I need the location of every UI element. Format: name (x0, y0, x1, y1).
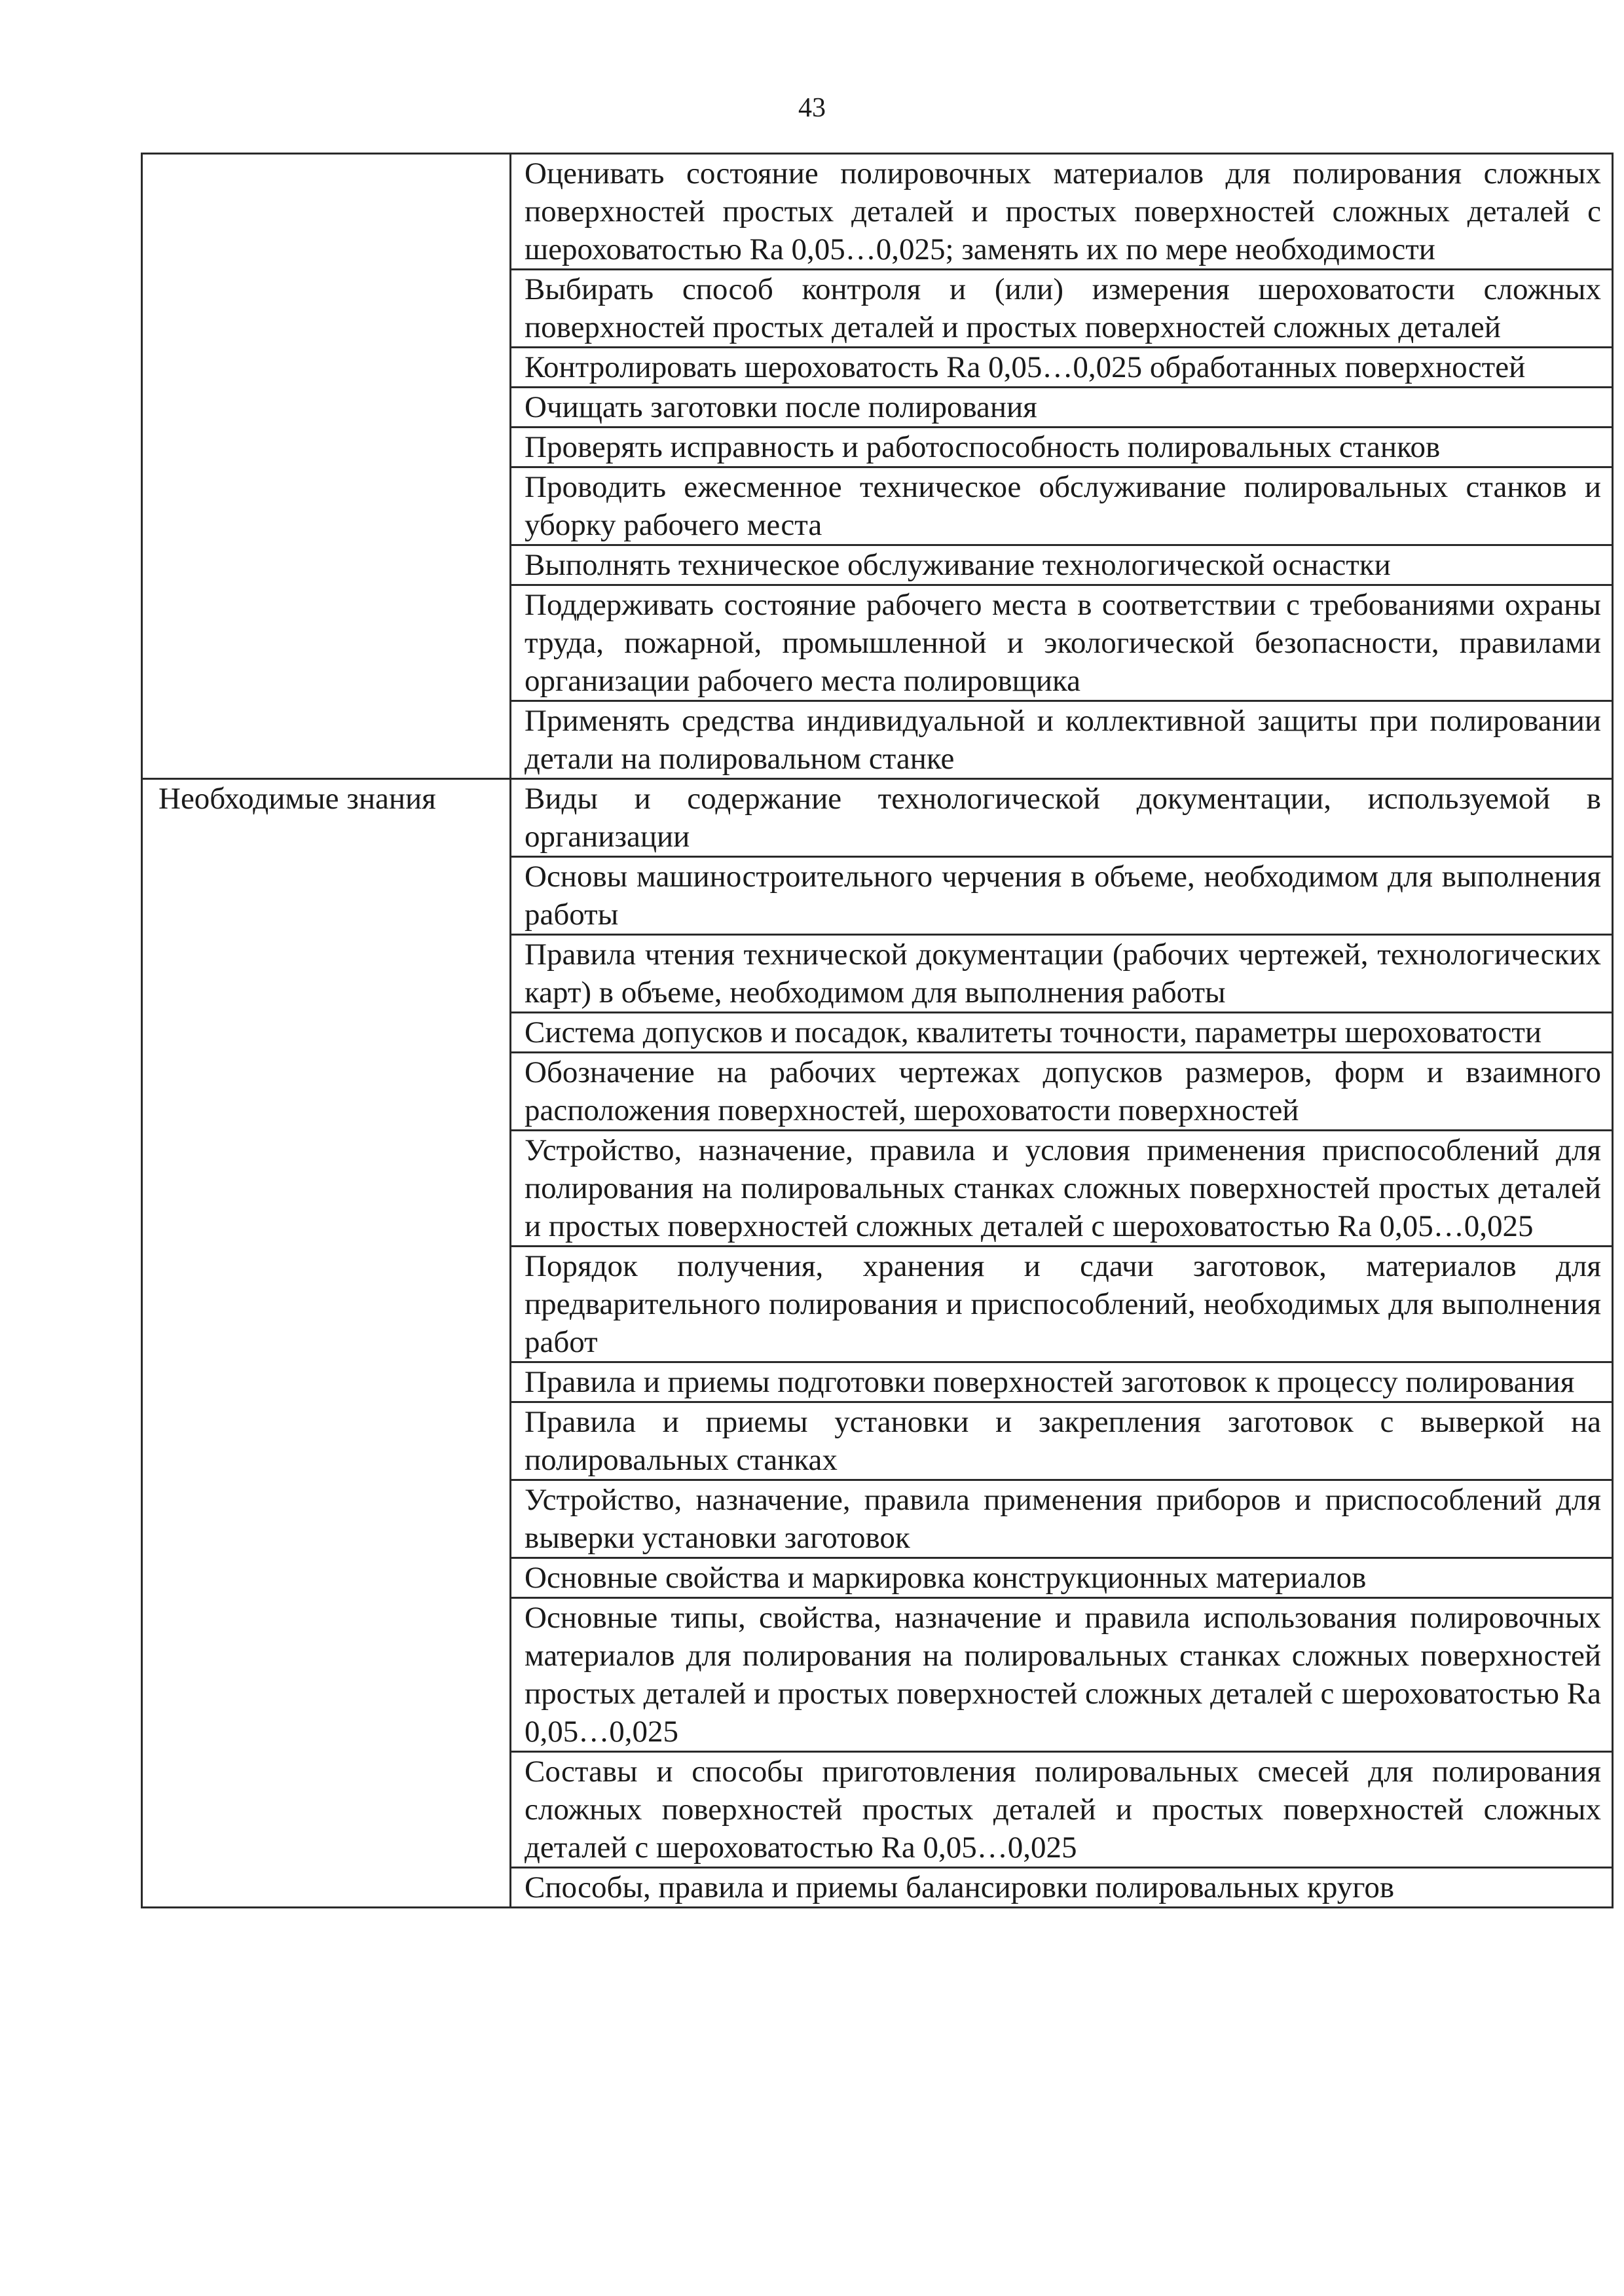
table-cell: Виды и содержание технологической документации, используемой в организации (511, 779, 1613, 857)
table-cell: Способы, правила и приемы балансировки полировальных кругов (511, 1868, 1613, 1908)
table-cell: Проводить ежесменное техническое обслуживание полировальных станков и уборку рабочего места (511, 467, 1613, 545)
table-row (142, 779, 1613, 857)
table-cell: Основные свойства и маркировка конструкционных материалов (511, 1558, 1613, 1598)
table-row (142, 154, 1613, 270)
table-cell: Применять средства индивидуальной и коллективной защиты при полировании детали на полировальном станке (511, 701, 1613, 779)
table-cell: Поддерживать состояние рабочего места в соответствии с требованиями охраны труда, пожарной, промышленной и экологической безопасности, правилами организации рабочего места полировщика (511, 585, 1613, 701)
page-number: 43 (798, 93, 826, 123)
requirements-table (141, 153, 1614, 1908)
table-cell: Выбирать способ контроля и (или) измерения шероховатости сложных поверхностей простых деталей и простых поверхностей сложных деталей (511, 270, 1613, 348)
table-cell: Очищать заготовки после полирования (511, 388, 1613, 428)
table-cell: Правила и приемы подготовки поверхностей заготовок к процессу полирования (511, 1362, 1613, 1402)
table-cell: Устройство, назначение, правила и условия применения приспособлений для полирования на полировальных станках сложных поверхностей простых деталей и простых поверхностей сложных деталей с шероховатостью Ra 0,05…0,025 (511, 1131, 1613, 1247)
table-cell: Проверять исправность и работоспособность полировальных станков (511, 428, 1613, 467)
table-cell: Правила и приемы установки и закрепления заготовок с выверкой на полировальных станках (511, 1402, 1613, 1480)
table-cell: Основы машиностроительного черчения в объеме, необходимом для выполнения работы (511, 857, 1613, 935)
table-cell: Порядок получения, хранения и сдачи заготовок, материалов для предварительного полирования и приспособлений, необходимых для выполнения работ (511, 1247, 1613, 1362)
table-cell: Оценивать состояние полировочных материалов для полирования сложных поверхностей простых деталей и простых поверхностей сложных деталей с шероховатостью Ra 0,05…0,025; заменять их по мере необходимости (511, 154, 1613, 270)
table-cell: Контролировать шероховатость Ra 0,05…0,025 обработанных поверхностей (511, 348, 1613, 388)
table-cell: Обозначение на рабочих чертежах допусков размеров, форм и взаимного расположения поверхностей, шероховатости поверхностей (511, 1053, 1613, 1131)
table-cell: Устройство, назначение, правила применения приборов и приспособлений для выверки установки заготовок (511, 1480, 1613, 1558)
table-cell: Основные типы, свойства, назначение и правила использования полировочных материалов для полирования на полировальных станках сложных поверхностей простых деталей и простых поверхностей сложных деталей с шероховатостью Ra 0,05…0,025 (511, 1598, 1613, 1752)
table-cell: Выполнять техническое обслуживание технологической оснастки (511, 545, 1613, 585)
table-cell: Составы и способы приготовления полировальных смесей для полирования сложных поверхностей простых деталей и простых поверхностей сложных деталей с шероховатостью Ra 0,05…0,025 (511, 1752, 1613, 1868)
table-cell: Система допусков и посадок, квалитеты точности, параметры шероховатости (511, 1013, 1613, 1053)
table-cell: Правила чтения технической документации (рабочих чертежей, технологических карт) в объеме, необходимом для выполнения работы (511, 935, 1613, 1013)
section-label-empty (142, 154, 511, 779)
section-label-knowledge: Необходимые знания (142, 779, 511, 1908)
